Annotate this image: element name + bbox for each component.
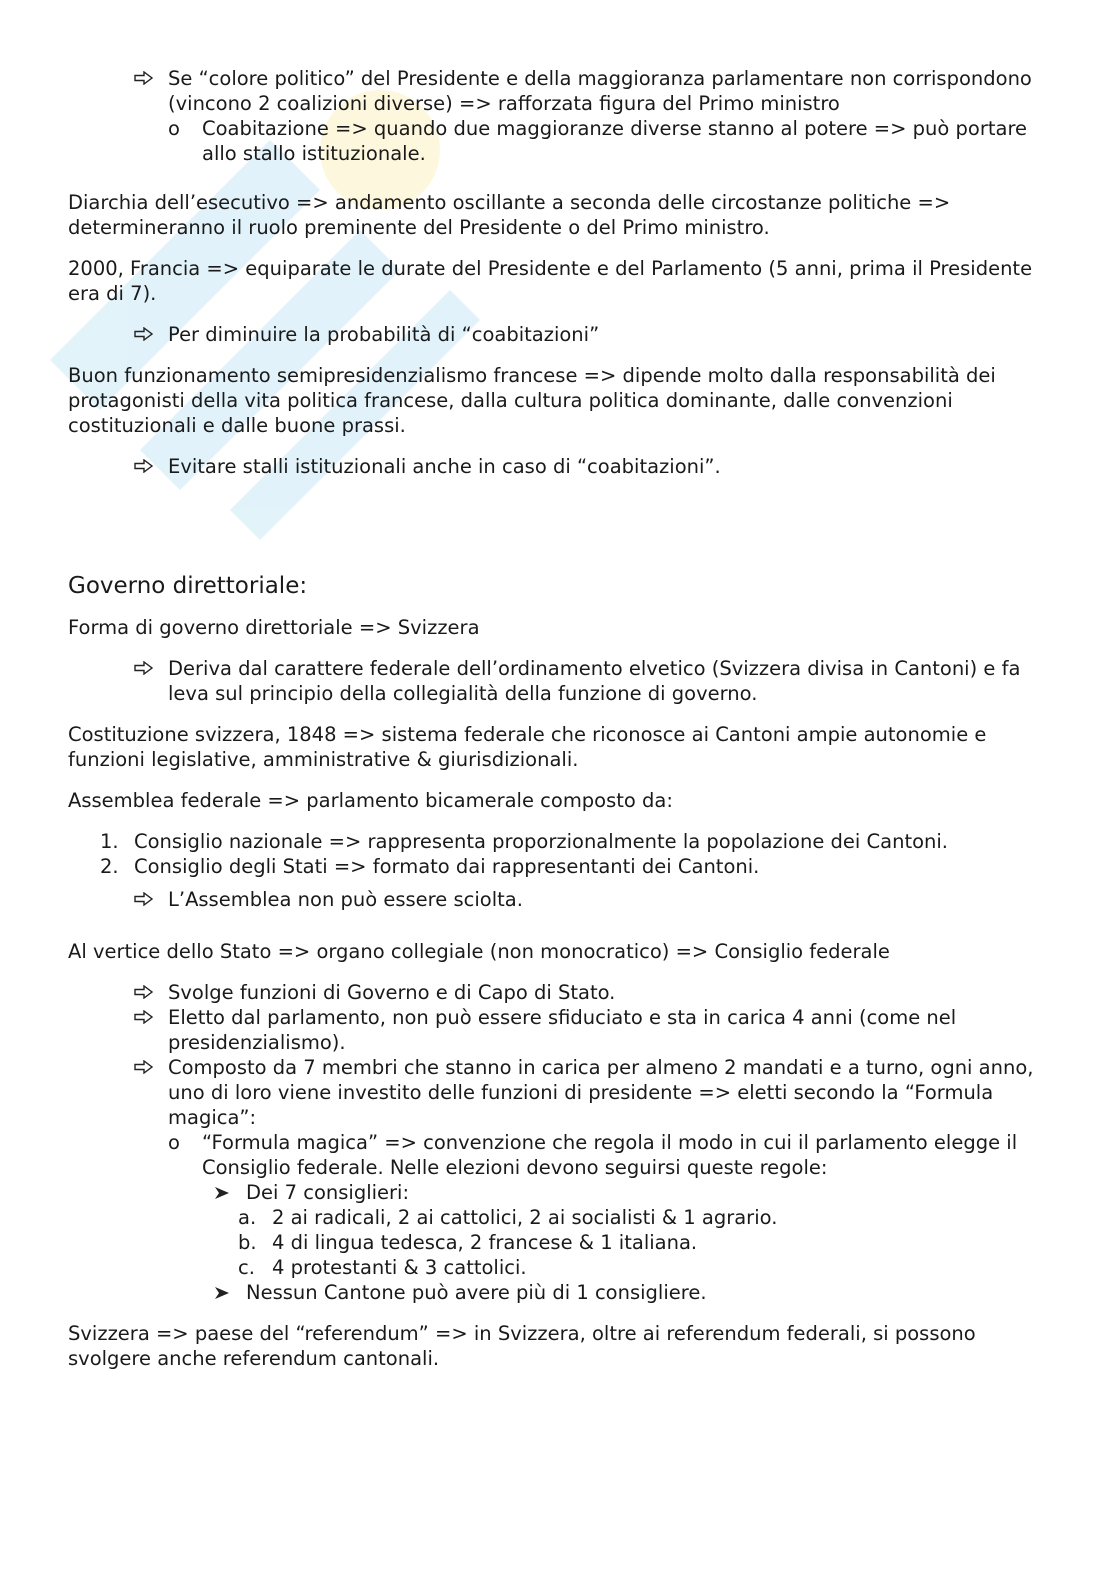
arrow-icon [134, 1060, 154, 1074]
arrow-bullet [68, 1005, 1058, 1055]
arrow-bullet [68, 322, 1058, 347]
paragraph: 2000, Francia => equiparate le durate del Presidente e del Parlamento (5 anni, prima il Presidente era di 7). [68, 257, 1033, 305]
sub-bullet [68, 116, 1058, 166]
arrow-bullet [68, 66, 1058, 116]
paragraph: Svizzera => paese del “referendum” => in Svizzera, oltre ai referendum federali, si possono svolgere anche referendum cantonali. [68, 1322, 976, 1370]
sub-bullet-text: “Formula magica” => convenzione che regola il modo in cui il parlamento elegge il Consiglio federale. Nelle elezioni devono seguirsi queste regole: [202, 1131, 1018, 1179]
triangle-arrow-icon [214, 1286, 230, 1300]
lettered-marker: c. [238, 1256, 255, 1279]
numbered-marker: 1. [100, 830, 119, 853]
arrow-bullet [68, 454, 1058, 479]
lettered-text: 2 ai radicali, 2 ai cattolici, 2 ai socialisti & 1 agrario. [272, 1206, 778, 1229]
bullet-text: L’Assemblea non può essere sciolta. [168, 888, 523, 911]
numbered-text: Consiglio degli Stati => formato dai rappresentanti dei Cantoni. [134, 855, 760, 878]
bullet-text: Deriva dal carattere federale dell’ordinamento elvetico (Svizzera divisa in Cantoni) e fa leva sul principio della collegialità della funzione di governo. [168, 657, 1021, 705]
triangle-bullet [68, 1180, 1058, 1205]
numbered-marker: 2. [100, 855, 119, 878]
paragraph: Costituzione svizzera, 1848 => sistema federale che riconosce ai Cantoni ampie autonomie e funzioni legislative, amministrative & giurisdizionali. [68, 723, 987, 771]
paragraph: Forma di governo direttoriale => Svizzera [68, 616, 480, 639]
lettered-marker: b. [238, 1231, 257, 1254]
bullet-text: Per diminuire la probabilità di “coabitazioni” [168, 323, 600, 346]
arrow-icon [134, 892, 154, 906]
lettered-item [68, 1230, 1058, 1255]
arrow-icon [134, 985, 154, 999]
numbered-item [68, 829, 1058, 854]
arrow-icon [134, 71, 154, 85]
arrow-icon [134, 661, 154, 675]
bullet-text: Se “colore politico” del Presidente e della maggioranza parlamentare non corrispondono (vincono 2 coalizioni diverse) => rafforzata figura del Primo ministro [168, 67, 1032, 115]
paragraph: Al vertice dello Stato => organo collegiale (non monocratico) => Consiglio federale [68, 940, 890, 963]
lettered-item [68, 1255, 1058, 1280]
arrow-icon [134, 327, 154, 341]
arrow-bullet [68, 656, 1058, 706]
paragraph: Assemblea federale => parlamento bicamerale composto da: [68, 789, 673, 812]
numbered-item [68, 854, 1058, 879]
paragraph: Diarchia dell’esecutivo => andamento oscillante a seconda delle circostanze politiche => determineranno il ruolo preminente del Presidente o del Primo ministro. [68, 191, 951, 239]
triangle-bullet [68, 1280, 1058, 1305]
bullet-text: Composto da 7 membri che stanno in carica per almeno 2 mandati e a turno, ogni anno, uno di loro viene investito delle funzioni di presidente => eletti secondo la “Formula magica”: [168, 1056, 1034, 1129]
triangle-arrow-icon [214, 1186, 230, 1200]
triangle-bullet-text: Nessun Cantone può avere più di 1 consigliere. [246, 1281, 707, 1304]
triangle-bullet-text: Dei 7 consiglieri: [246, 1181, 410, 1204]
lettered-text: 4 protestanti & 3 cattolici. [272, 1256, 527, 1279]
numbered-text: Consiglio nazionale => rappresenta proporzionalmente la popolazione dei Cantoni. [134, 830, 949, 853]
sub-bullet-marker: o [168, 117, 180, 140]
sub-bullet [68, 1130, 1058, 1180]
arrow-bullet [68, 980, 1058, 1005]
lettered-marker: a. [238, 1206, 257, 1229]
lettered-text: 4 di lingua tedesca, 2 francese & 1 italiana. [272, 1231, 698, 1254]
arrow-icon [134, 459, 154, 473]
arrow-bullet [68, 887, 1058, 912]
bullet-text: Evitare stalli istituzionali anche in caso di “coabitazioni”. [168, 455, 721, 478]
section-heading: Governo direttoriale: [68, 573, 308, 599]
arrow-icon [134, 1010, 154, 1024]
bullet-text: Svolge funzioni di Governo e di Capo di Stato. [168, 981, 616, 1004]
arrow-bullet [68, 1055, 1058, 1130]
bullet-text: Eletto dal parlamento, non può essere sfiduciato e sta in carica 4 anni (come nel presidenzialismo). [168, 1006, 957, 1054]
document-page [68, 66, 1058, 1387]
lettered-item [68, 1205, 1058, 1230]
paragraph: Buon funzionamento semipresidenzialismo francese => dipende molto dalla responsabilità dei protagonisti della vita politica francese, dalla cultura politica dominante, dalle convenzioni costituzionali e dalle buone prassi. [68, 364, 996, 437]
sub-bullet-marker: o [168, 1131, 180, 1154]
sub-bullet-text: Coabitazione => quando due maggioranze diverse stanno al potere => può portare allo stallo istituzionale. [202, 117, 1028, 165]
